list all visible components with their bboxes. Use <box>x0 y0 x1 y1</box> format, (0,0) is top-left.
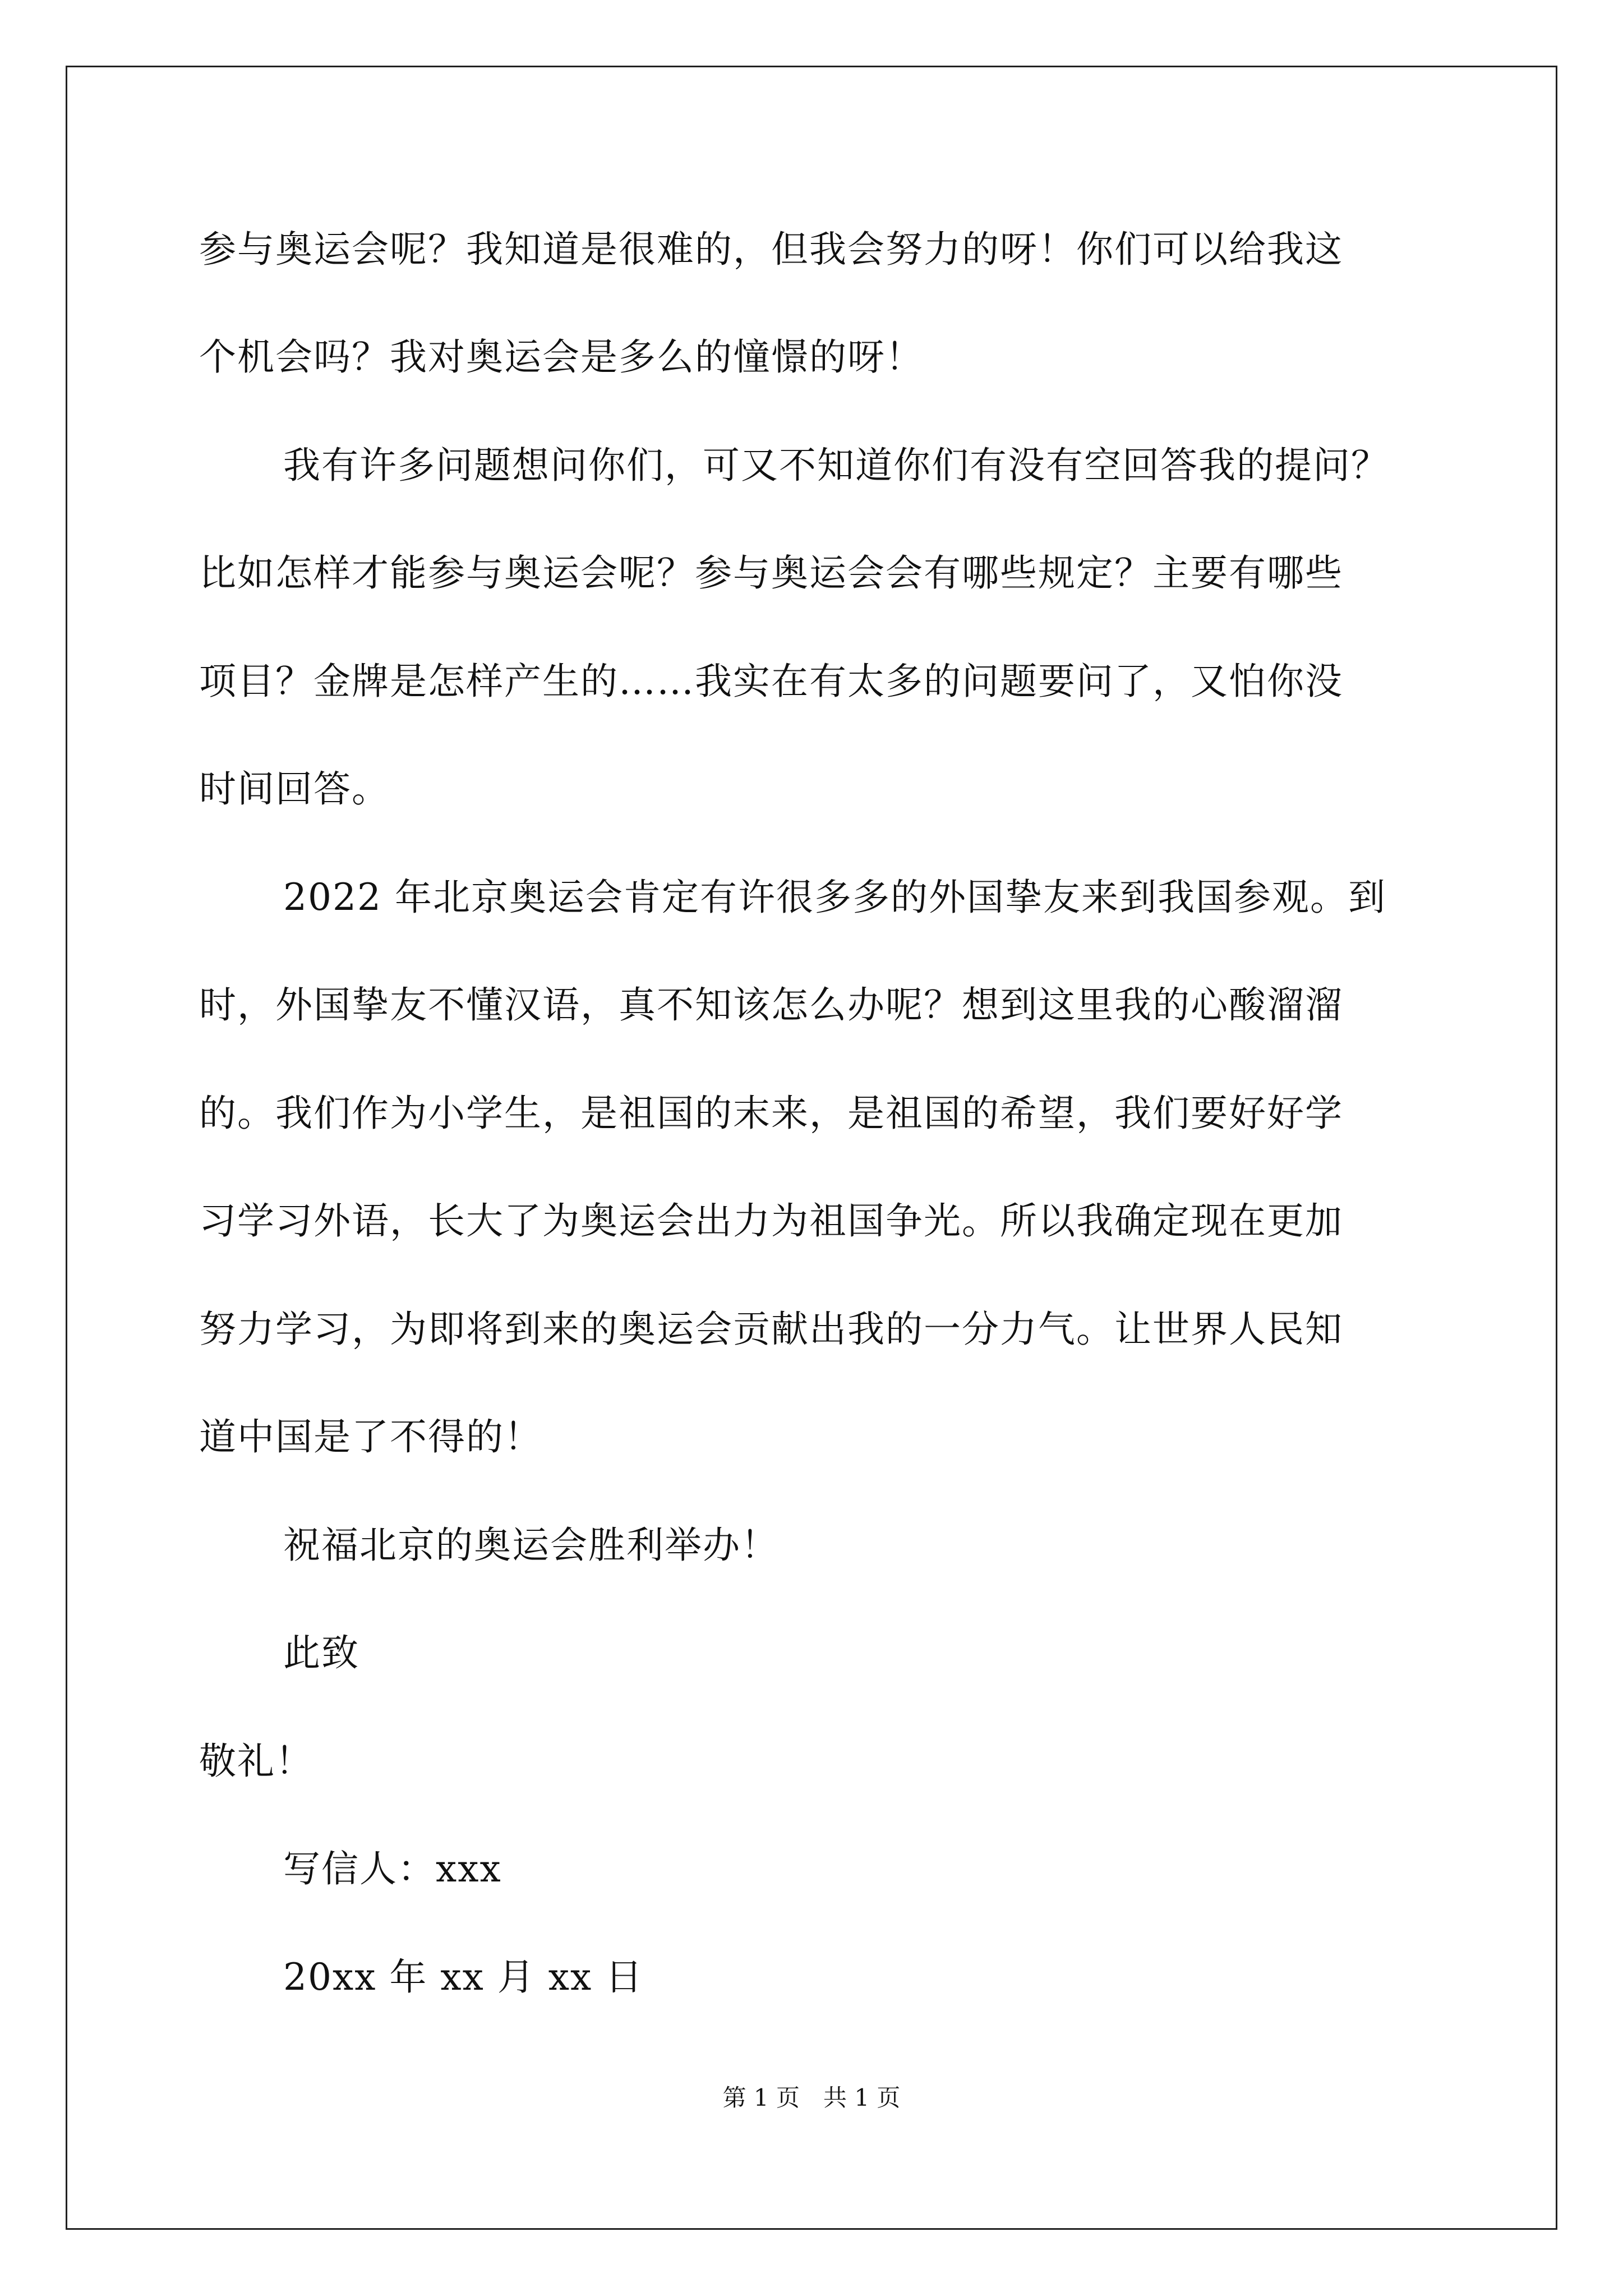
page-footer: 第 1 页 共 1 页 <box>722 2084 901 2111</box>
signature-date: 20xx 年 xx 月 xx 日 <box>283 1955 644 1999</box>
body-line-7: 2022 年北京奥运会肯定有许很多多的外国挚友来到我国参观。到 <box>283 876 1386 919</box>
body-line-3: 我有许多问题想问你们，可又不知道你们有没有空回答我的提问？ <box>283 444 1389 487</box>
salutation-jing-li: 敬礼！ <box>199 1740 313 1783</box>
body-line-6: 时间回答。 <box>199 767 390 811</box>
body-line-9: 的。我们作为小学生，是祖国的末来，是祖国的希望，我们要好好学 <box>199 1092 1343 1135</box>
body-line-4: 比如怎样才能参与奥运会呢？参与奥运会会有哪些规定？主要有哪些 <box>199 551 1343 595</box>
page-border <box>66 66 1557 2230</box>
body-line-12: 道中国是了不得的！ <box>199 1415 542 1458</box>
body-line-5: 项目？金牌是怎样产生的……我实在有太多的问题要问了，又怕你没 <box>199 660 1343 703</box>
body-line-10: 习学习外语，长大了为奥运会出力为祖国争光。所以我确定现在更加 <box>199 1199 1343 1243</box>
body-line-2: 个机会吗？我对奥运会是多么的憧憬的呀！ <box>199 335 924 379</box>
signature-writer: 写信人：xxx <box>283 1847 502 1890</box>
salutation-ci-zhi: 此致 <box>283 1631 359 1674</box>
body-line-8: 时，外国挚友不懂汉语，真不知该怎么办呢？想到这里我的心酸溜溜 <box>199 983 1343 1027</box>
closing-wish: 祝福北京的奥运会胜利举办！ <box>283 1524 779 1567</box>
body-line-1: 参与奥运会呢？我知道是很难的，但我会努力的呀！你们可以给我这 <box>199 228 1343 271</box>
body-line-11: 努力学习，为即将到来的奥运会贡献出我的一分力气。让世界人民知 <box>199 1308 1343 1351</box>
